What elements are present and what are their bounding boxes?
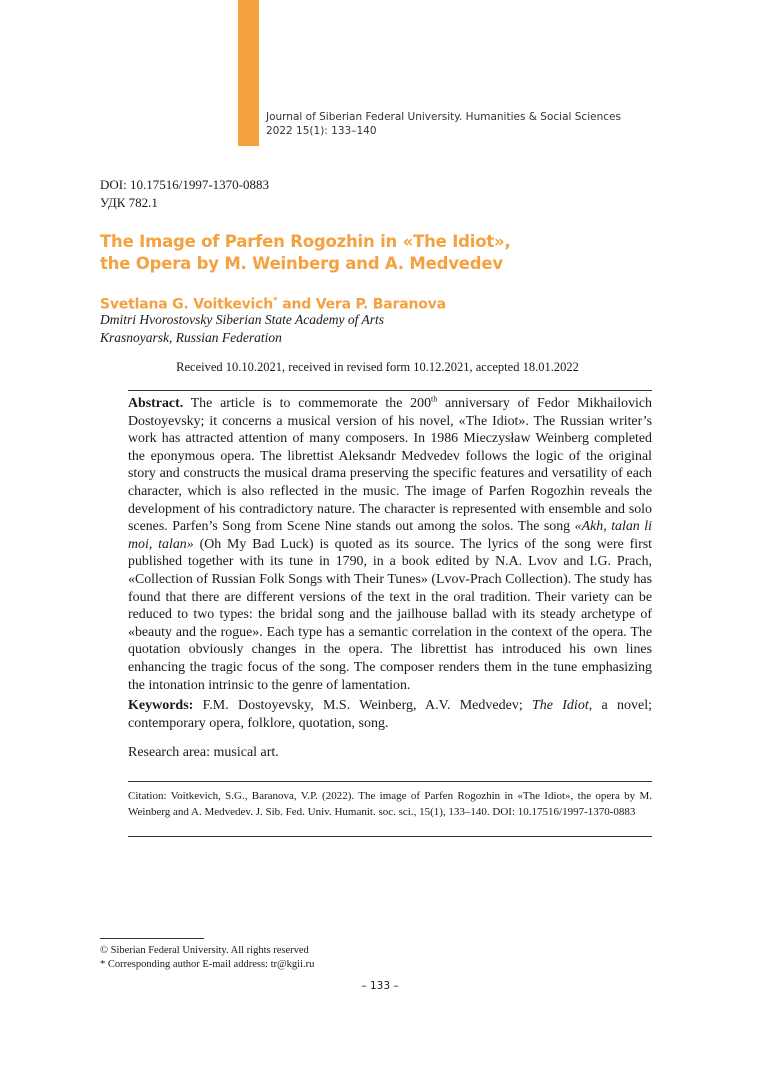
research-area: Research area: musical art. — [128, 745, 279, 760]
journal-name: Journal of Siberian Federal University. Humanities & Social Sciences — [266, 111, 621, 123]
keywords — [128, 697, 652, 733]
copyright-note: © Siberian Federal University. All rights reserved — [100, 945, 309, 956]
keywords-novel-title: The Idiot — [532, 698, 589, 713]
journal-accent-bar — [238, 0, 259, 146]
udk: УДК 782.1 — [100, 195, 158, 210]
affiliation — [100, 311, 384, 347]
abstract-text-2: anniversary of Fedor Mikhailovich Dostoyevsky; it concerns a musical version of his novel, «The Idiot». The Russian writer’s work has attracted attention of many composers. In 1986 Mieczysław Weinberg completed the eponymous opera. The librettist Aleksandr Medvedev follows the logic of the original story and constructs the musical drama preserving the specific features and versatility of each character, which is also reflected in the music. The image of Parfen Rogozhin reveals the development of his contradictory nature. The character is represented with ensemble and solo scenes. Parfen’s Song from Scene Nine stands out among the solos. The song — [128, 396, 652, 535]
citation-bottom-rule — [128, 836, 652, 837]
title-line-2: the Opera by M. Weinberg and A. Medvedev — [100, 254, 503, 273]
citation-top-rule — [128, 781, 652, 782]
abstract-label: Abstract. — [128, 396, 184, 411]
affiliation-location: Krasnoyarsk, Russian Federation — [100, 330, 282, 345]
article-identifiers — [100, 176, 269, 212]
citation: Citation: Voitkevich, S.G., Baranova, V.P. (2022). The image of Parfen Rogozhin in «The Idiot», the opera by M. Weinberg and A. Medvedev. J. Sib. Fed. Univ. Humanit. soc. sci., 15(1), 133–140. DOI: 10.17516/1997-1370-0883 — [128, 790, 652, 818]
footnote-rule — [100, 938, 204, 939]
article-title — [100, 231, 660, 275]
journal-header — [266, 110, 621, 138]
abstract-text-3: (Oh My Bad Luck) is quoted as its source. The lyrics of the song were first published together with its tune in 1790, in a book edited by N.A. Lvov and I.G. Prach, «Collection of Russian Folk Songs with Their Tunes» (Lvov-Prach Collection). The study has found that there are different versions of the text in the oral tradition. Their variety can be reduced to two types: the bridal song and the jailhouse ballad with its steady archetype of «beauty and the rogue». Each type has a semantic correlation in the context of the opera. The quotation obviously changes in the opera. The librettist has introduced his own lines enhancing the tragic focus of the song. The composer renders them in the tune emphasizing the intonation intrinsic to the genre of lamentation. — [128, 536, 652, 693]
authors-and: and — [277, 296, 316, 313]
author-1: Svetlana G. Voitkevich — [100, 296, 274, 313]
corresponding-author-mark: * — [273, 296, 278, 306]
received-dates: Received 10.10.2021, received in revised form 10.12.2021, accepted 18.01.2022 — [176, 360, 579, 374]
abstract — [128, 395, 652, 694]
keywords-label: Keywords: — [128, 698, 194, 713]
author-2: Vera P. Baranova — [315, 296, 446, 313]
page-number: – 133 – — [361, 980, 399, 992]
abstract-song-title: «Akh, talan li moi, talan» — [128, 519, 652, 552]
abstract-superscript: th — [431, 394, 438, 404]
footnotes — [100, 944, 314, 972]
abstract-top-rule — [128, 390, 652, 391]
corresponding-author-note: * Corresponding author E-mail address: tr@kgii.ru — [100, 959, 315, 970]
doi: DOI: 10.17516/1997-1370-0883 — [100, 177, 269, 192]
title-line-1: The Image of Parfen Rogozhin in «The Idiot», — [100, 232, 511, 251]
journal-issue: 2022 15(1): 133–140 — [266, 125, 377, 137]
keywords-text-1: F.M. Dostoyevsky, M.S. Weinberg, A.V. Medvedev; — [193, 698, 532, 713]
affiliation-institution: Dmitri Hvorostovsky Siberian State Academy of Arts — [100, 312, 384, 327]
abstract-text-1: The article is to commemorate the 200 — [183, 396, 432, 411]
keywords-text-2: , a novel; contemporary opera, folklore, quotation, song. — [128, 698, 652, 731]
